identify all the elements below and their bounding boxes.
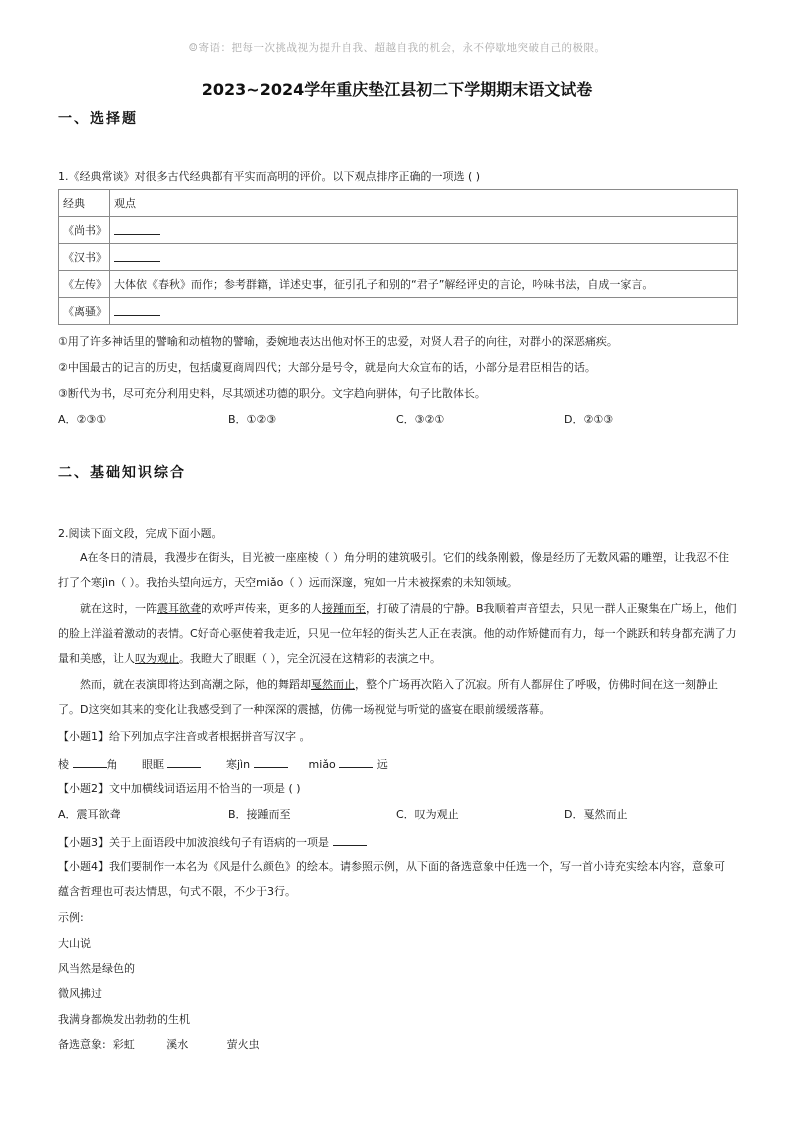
- passage-paragraph-3: [58, 672, 738, 722]
- table-cell-view: [110, 298, 738, 325]
- passage-text: 然而，就在表演即将达到高潮之际，他的舞蹈却: [80, 678, 311, 691]
- item-char: 远: [376, 758, 388, 771]
- motto: ☺寄语：把每一次挑战视为提升自我、超越自我的机会，永不停歇地突破自己的极限。: [188, 42, 606, 54]
- imagery-item: 溪水: [166, 1038, 189, 1051]
- subquestion-4-line-2: 蕴含哲理也可表达情思，句式不限，不少于3行。: [58, 885, 296, 898]
- poem-line: 大山说: [58, 937, 91, 950]
- table-cell-view: 大体依《春秋》而作；参考群籍，详述史事，征引孔子和别的“君子”解经评史的言论，吟味书法，自成一家言。: [110, 271, 738, 298]
- answer-blank[interactable]: [167, 756, 201, 768]
- table-header-row: [59, 190, 738, 217]
- question-1-stem: 1.《经典常谈》对很多古代经典都有平实而高明的评价。以下观点排序正确的一项选 ( ): [58, 170, 481, 183]
- item-char: 角: [106, 758, 118, 771]
- answer-blank[interactable]: [114, 304, 160, 316]
- views-table: [58, 189, 738, 325]
- table-row: [59, 298, 738, 325]
- underlined-word: 叹为观止: [135, 652, 179, 665]
- passage-text: 的欢呼声传来，更多的人: [201, 602, 322, 615]
- subquestion-1-blanks: [58, 756, 388, 772]
- answer-blank[interactable]: [254, 756, 288, 768]
- table-row: [59, 271, 738, 298]
- table-cell-book: 《汉书》: [59, 244, 110, 271]
- option-c[interactable]: C．③②①: [396, 413, 445, 426]
- poem-line: 风当然是绿色的: [58, 962, 135, 975]
- poem-line: 微风拂过: [58, 987, 102, 1000]
- passage-paragraph-2: [58, 596, 738, 671]
- passage-text: 。我瞪大了眼眶（ ），完全沉浸在这精彩的表演之中。: [179, 652, 441, 665]
- underlined-word: 接踵而至: [322, 602, 366, 615]
- item-char: 棱: [58, 758, 69, 771]
- table-row: [59, 244, 738, 271]
- table-cell-view: [110, 217, 738, 244]
- table-row: [59, 217, 738, 244]
- item-char: 眼眶: [141, 758, 164, 771]
- answer-blank[interactable]: [333, 834, 367, 846]
- sub2-option-c[interactable]: C．叹为观止: [396, 808, 459, 821]
- section-heading-choice: 一、选择题: [58, 111, 138, 127]
- passage-paragraph-1: A在冬日的清晨，我漫步在街头，目光被一座座棱（ ）角分明的建筑吸引。它们的线条刚毅，像是经历了无数风霜的雕塑，让我忍不住打了个寒jìn（ ）。我抬头望向远方，天空miǎo（ ）远而深邃，宛如一片未被探索的未知领域。: [58, 551, 730, 589]
- answer-blank[interactable]: [73, 756, 107, 768]
- subquestion-3: [58, 834, 367, 850]
- table-cell-book: 《尚书》: [59, 217, 110, 244]
- answer-blank[interactable]: [114, 223, 160, 235]
- statement-2: ②中国最古的记言的历史，包括虞夏商周四代；大部分是号令，就是向大众宣布的话，小部分是君臣相告的话。: [58, 361, 596, 374]
- imagery-item: 萤火虫: [226, 1038, 260, 1051]
- section-heading-basic: 二、基础知识综合: [58, 465, 186, 481]
- table-cell-book: 《离骚》: [59, 298, 110, 325]
- item-char: 寒jìn: [225, 758, 251, 771]
- page-title: 2023~2024学年重庆垫江县初二下学期期末语文试卷: [201, 80, 593, 99]
- option-a[interactable]: A．②③①: [58, 413, 107, 426]
- imagery-item: 彩虹: [112, 1038, 135, 1051]
- poem-line: 我满身都焕发出勃勃的生机: [58, 1013, 190, 1026]
- underlined-word: 戛然而止: [311, 678, 355, 691]
- passage-text: ，整个广场再次陷入了沉寂。所有人都屏住了呼吸，仿佛时间在这一刻静止了。D这突如其来的变化让我感受到了一种深深的震撼，仿佛一场视觉与听觉的盛宴在眼前缓缓落幕。: [58, 678, 718, 716]
- question-2-stem: 2.阅读下面文段，完成下面小题。: [58, 527, 223, 540]
- sub2-option-b[interactable]: B．接踵而至: [228, 808, 291, 821]
- subquestion-4-line-1: 【小题4】我们要制作一本名为《风是什么颜色》的绘本。请参照示例，从下面的备选意象中任选一个，写一首小诗充实绘本内容，意象可: [58, 860, 725, 873]
- sub2-option-a[interactable]: A．震耳欲聋: [58, 808, 121, 821]
- example-label: 示例:: [58, 911, 84, 924]
- underlined-word: 震耳欲聋: [157, 602, 201, 615]
- option-d[interactable]: D．②①③: [564, 413, 614, 426]
- option-b[interactable]: B．①②③: [228, 413, 277, 426]
- table-cell-view: [110, 244, 738, 271]
- statement-1: ①用了许多神话里的譬喻和动植物的譬喻，委婉地表达出他对怀王的忠爱，对贤人君子的向往，对群小的深恶痛疾。: [58, 335, 618, 348]
- passage-text: 就在这时，一阵: [80, 602, 157, 615]
- statement-3: ③断代为书，尽可充分利用史料，尽其颂述功德的职分。文字趋向骈体，句子比散体长。: [58, 387, 486, 400]
- subquestion-2: 【小题2】文中加横线词语运用不恰当的一项是 ( ): [58, 782, 301, 795]
- item-char: miǎo: [308, 758, 336, 771]
- subquestion-3-text: 【小题3】关于上面语段中加波浪线句子有语病的一项是: [58, 836, 329, 849]
- answer-blank[interactable]: [339, 756, 373, 768]
- answer-blank[interactable]: [114, 250, 160, 262]
- table-header-cell: 观点: [110, 190, 738, 217]
- passage-text: ，打破了清晨的宁静。B我顺着声音望去，只见一群人正聚集在广场上，他们的脸上洋溢着激动的表情。C好奇心驱使着我走近，只见一位年轻的街头艺人正在表演。他的动作矫健而有力，每一个跳跃和转身都充满了力量和美感，让人: [58, 602, 737, 665]
- imagery-label: 备选意象:: [58, 1038, 106, 1051]
- table-header-cell: 经典: [59, 190, 110, 217]
- table-cell-book: 《左传》: [59, 271, 110, 298]
- sub2-option-d[interactable]: D．戛然而止: [564, 808, 628, 821]
- imagery-row: [58, 1038, 260, 1052]
- subquestion-1: 【小题1】给下列加点字注音或者根据拼音写汉字 。: [58, 730, 311, 743]
